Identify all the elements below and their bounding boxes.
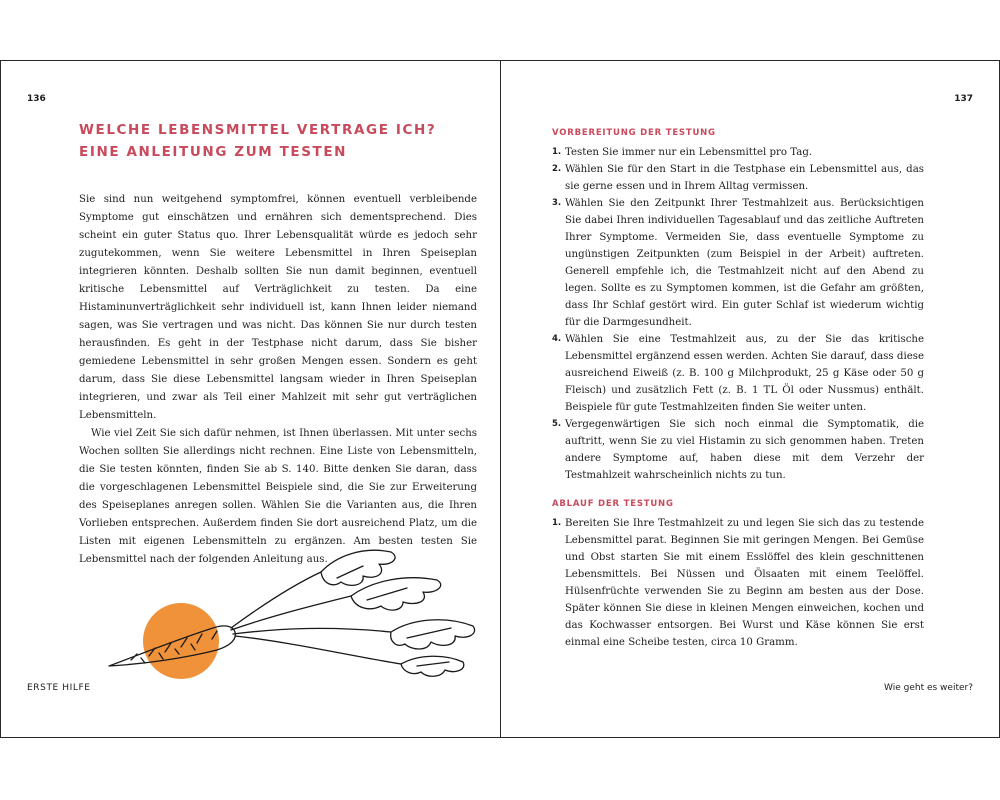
leaf-4 (401, 656, 464, 676)
page-number-left: 136 (27, 94, 46, 104)
list-number: 2. (552, 164, 562, 174)
orange-circle (143, 603, 219, 679)
list-item (552, 515, 924, 651)
section-title-preparation: VORBEREITUNG DER TESTUNG (552, 128, 716, 138)
list-text: Wählen Sie eine Testmahlzeit aus, zu der Sie das kritische Lebensmittel ergänzend essen werden. Achten Sie darauf, dass diese ausreichend Eiweiß (z. B. 100 g Milchprodukt, 25 g Käse oder 50 g Fleisch) und zusätzlich Fett (z. B. 1 TL Öl oder Nussmus) enthält. Beispiele für gute Testmahlzeiten finden Sie weiter unten. (565, 334, 924, 413)
list-number: 4. (552, 334, 562, 344)
heading-line-1: WELCHE LEBENSMITTEL VERTRAGE ICH? (79, 122, 437, 138)
heading-line-2: EINE ANLEITUNG ZUM TESTEN (79, 144, 348, 160)
list-text: Vergegenwärtigen Sie sich noch einmal die Symptomatik, die auftritt, wenn Sie zu viel Histamin zu sich genommen haben. Treten andere Symptome auf, haben diese mit dem Verzehr der Testmahlzeit wahrscheinlich nichts zu tun. (565, 419, 924, 481)
list-number: 3. (552, 198, 562, 208)
page-heading (79, 119, 436, 163)
list-number: 1. (552, 518, 562, 528)
leaf-3 (391, 620, 475, 649)
section-title-procedure: ABLAUF DER TESTUNG (552, 499, 674, 509)
paragraph: Sie sind nun weitgehend symptomfrei, können eventuell verbleibende Symptome gut einschätzen und ernähren sich dementsprechend. Dies scheint ein guter Status quo. Ihrer Lebensqualität würde es jedoch sehr zugutekommen, wenn Sie weitere Lebensmittel in Ihren Speiseplan integrieren könnten. Deshalb sollten Sie nun damit beginnen, eventuell kritische Lebensmittel auf Verträglichkeit zu testen. Da eine Histaminunverträglichkeit sehr individuell ist, kann Ihnen leider niemand sagen, was Sie vertragen und was nicht. Das können Sie nur durch testen herausfinden. Es geht in der Testphase nicht darum, dass Sie bisher gemiedene Lebensmittel in sehr großen Mengen essen. Sondern es geht darum, dass Sie diese Lebensmittel langsam wieder in Ihren Speiseplan integrieren, und zwar als Teil einer Mahlzeit mit sehr gut verträglichen Lebensmitteln. (79, 194, 477, 421)
list-text: Wählen Sie für den Start in die Testphase ein Lebensmittel aus, das sie gerne essen und in Ihrem Alltag vermissen. (565, 164, 924, 192)
carrot-stems (231, 572, 401, 664)
carrot-illustration (101, 546, 481, 686)
list-text: Testen Sie immer nur ein Lebensmittel pro Tag. (565, 147, 813, 158)
paragraph: Wie viel Zeit Sie sich dafür nehmen, ist Ihnen überlassen. Mit unter sechs Wochen sollten Sie allerdings nicht rechnen. Eine Liste von Lebensmitteln, die Sie testen könnten, finden Sie ab S. 140. Bitte denken Sie daran, dass die vorgeschlagenen Lebensmittel Beispiele sind, die Sie zur Erweiterung des Speiseplanes anregen sollen. Wählen Sie die Varianten aus, die Ihren Vorlieben entsprechen. Außerdem finden Sie dort ausreichend Platz, um die Listen mit eigenen Lebensmitteln zu ergänzen. Am besten testen Sie Lebensmittel nach der folgenden Anleitung aus. (79, 428, 477, 565)
list-number: 5. (552, 419, 562, 429)
procedure-list (552, 515, 924, 651)
preparation-list (552, 144, 924, 484)
list-item (552, 161, 924, 195)
page-number-right: 137 (954, 94, 973, 104)
running-footer-left: ERSTE HILFE (27, 683, 91, 693)
list-item (552, 144, 924, 161)
book-spread (0, 60, 1000, 738)
page-gutter (500, 61, 501, 737)
right-body (552, 125, 924, 651)
left-body-text (79, 191, 477, 569)
list-text: Bereiten Sie Ihre Testmahlzeit zu und legen Sie sich das zu testende Lebensmittel parat. Beginnen Sie mit geringen Mengen. Bei Gemüse und Obst starten Sie mit einem Esslöffel des klein geschnittenen Lebensmittels. Bei Nüssen und Ölsaaten mit einem Teelöffel. Hülsenfrüchte verwenden Sie zu Beginn am besten aus der Dose. Später können Sie diese in kleinen Mengen einweichen, kochen und das Kochwasser entsorgen. Bei Wurst und Käse können Sie erst einmal eine Scheibe testen, circa 10 Gramm. (565, 518, 924, 648)
list-item (552, 331, 924, 416)
leaf-2 (351, 578, 441, 610)
running-footer-right: Wie geht es weiter? (884, 683, 973, 693)
list-item (552, 416, 924, 484)
list-item (552, 195, 924, 331)
list-number: 1. (552, 147, 562, 157)
list-text: Wählen Sie den Zeitpunkt Ihrer Testmahlzeit aus. Berücksichtigen Sie dabei Ihren individuellen Tagesablauf und das zeitliche Auftreten Ihrer Symptome. Vermeiden Sie, dass eventuelle Symptome zu ungünstigen Zeitpunkten (zum Beispiel in der Arbeit) auftreten. Generell empfehle ich, die Testmahlzeit nicht auf den Abend zu legen. Sollte es zu Symptomen kommen, ist die Gefahr am größten, dass Ihr Schlaf gestört wird. Ein guter Schlaf ist wiederum wichtig für die Darmgesundheit. (565, 198, 924, 328)
